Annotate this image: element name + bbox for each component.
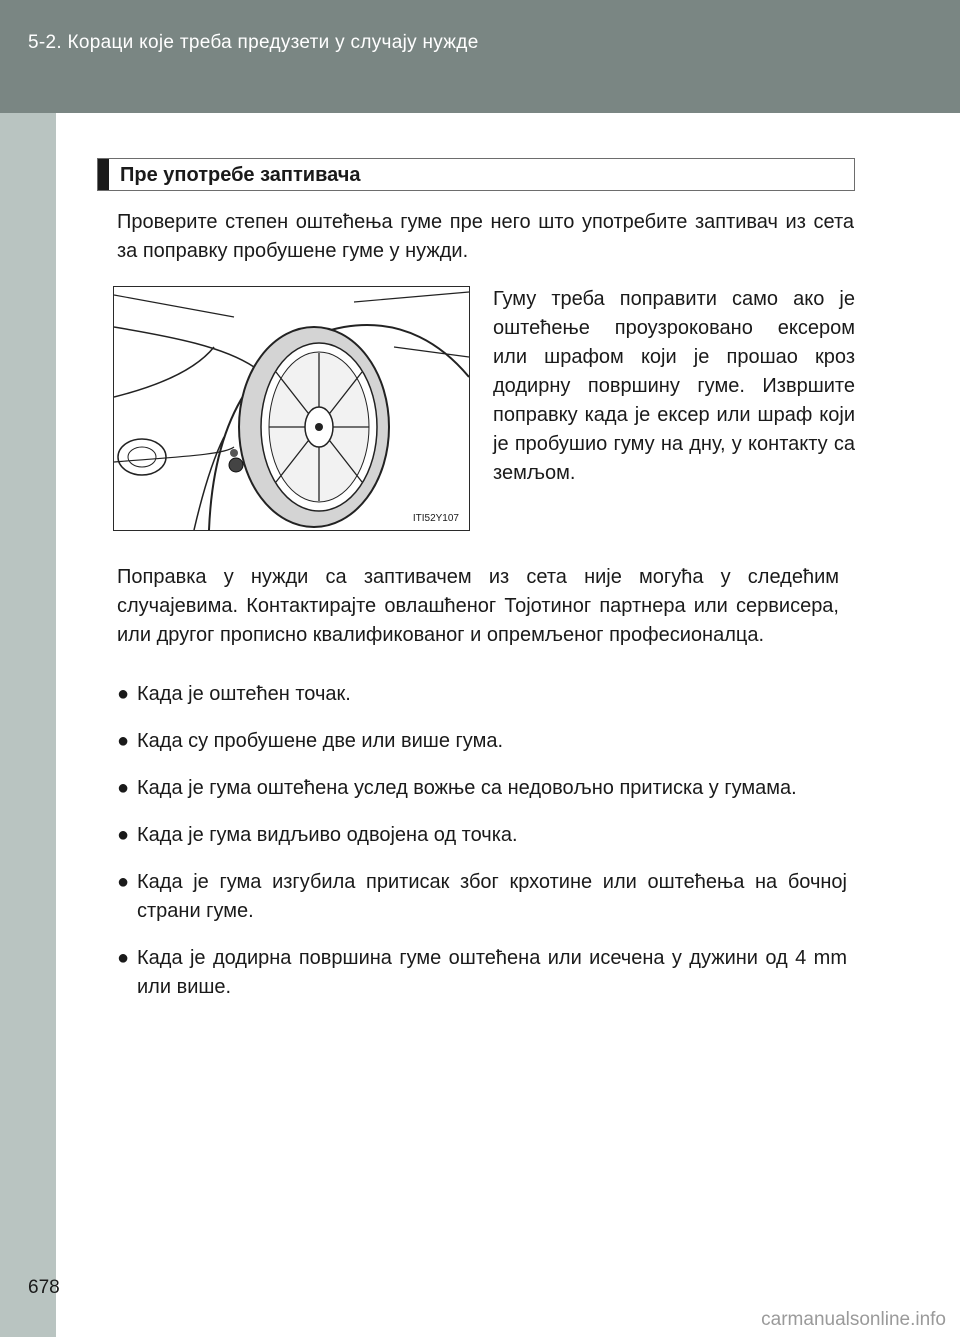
bullet-item: ● Када је гума видљиво одвојена од точка. <box>117 821 847 850</box>
bullet-item: ● Када су пробушене две или више гума. <box>117 727 847 756</box>
bullet-icon: ● <box>117 824 130 846</box>
bullet-icon: ● <box>117 683 130 705</box>
bullet-list <box>117 680 847 1020</box>
watermark: carmanualsonline.info <box>761 1309 946 1330</box>
bullet-icon: ● <box>117 871 130 893</box>
illustration-code: ITI52Y107 <box>412 513 459 524</box>
bullet-icon: ● <box>117 730 130 752</box>
section-heading-text: Пре употребе заптивача <box>120 164 361 186</box>
bullet-icon: ● <box>117 947 130 969</box>
header-band <box>0 0 960 113</box>
side-strip <box>0 113 56 1337</box>
body-paragraph: Поправка у нужди са заптивачем из сета није могућа у следећим случајевима. Контактирајте овлашћеног Тојотиног партнера или сервисера, или другог прописно квалификованог и опремљеног професионалца. <box>117 566 839 646</box>
bullet-item: ● Када је оштећен точак. <box>117 680 847 709</box>
bullet-item: ● Када је гума изгубила притисак због крхотине или оштећења на бочној страни гуме. <box>117 868 847 926</box>
section-heading-bar <box>98 159 109 190</box>
bullet-icon: ● <box>117 777 130 799</box>
section-heading <box>97 158 855 191</box>
bullet-item: ● Када је гума оштећена услед вожње са недовољно притиска у гумама. <box>117 774 847 803</box>
repair-condition-paragraph: Гуму треба поправити само ако је оштећење проузроковано ексером или шрафом који је прошао кроз додирну површину гуме. Извршите поправку када је ексер или шраф који је пробушио гуму на дну, у контакту са земљом. <box>493 288 855 484</box>
page-number: 678 <box>28 1277 60 1298</box>
intro-paragraph: Проверите степен оштећења гуме пре него што употребите заптивач из сета за поправку пробушене гуме у нужди. <box>117 211 854 262</box>
bullet-item: ● Када је додирна површина гуме оштећена или исечена у дужини од 4 mm или више. <box>117 944 847 1002</box>
chapter-title: 5-2. Кораци које треба предузети у случају нужде <box>28 32 479 53</box>
car-wheel-drawing <box>114 287 469 530</box>
tire-illustration <box>113 286 470 531</box>
